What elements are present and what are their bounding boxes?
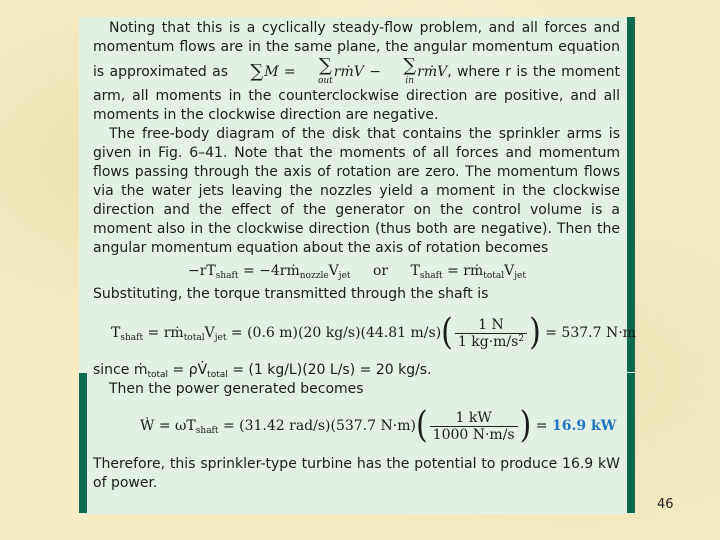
paragraph-text-continued: , where r is the moment arm, all moments in the counterclockwise direction are positive, and all moments in the clockwise direction are negative. [93, 64, 621, 123]
sum-in-label: in [405, 76, 415, 86]
equation-shaft-torque [93, 311, 636, 354]
sum-out-label: out [317, 76, 333, 86]
paragraph-text: Noting that this is a cyclically steady-flow problem, and all forces and momentum flows are in the same plane, the angular momentum equation is approximated as [93, 20, 620, 80]
since-eq-sub: total [207, 370, 228, 380]
sum-moments-symbol: ∑ [250, 61, 264, 82]
eq2-result: = 537.7 N·m [540, 325, 636, 341]
rmv-in-term: rṁV [417, 64, 448, 80]
eq1-lhs: −rT [188, 263, 216, 279]
paragraph-angular-momentum [93, 19, 620, 125]
eq3-frac-num: 1 kW [430, 410, 518, 427]
minus-sign: − [369, 64, 381, 80]
since-rest: = (1 kg/L)(20 L/s) = 20 kg/s. [227, 362, 432, 378]
eq1-mid2: V [328, 263, 339, 279]
eq1-rhs-sub: shaft [419, 271, 443, 281]
eq3-frac-den: 1000 N·m/s [432, 426, 515, 443]
eq2-lhs: T [111, 325, 121, 341]
equation-torque-balance [93, 260, 620, 282]
moment-symbol: M [264, 64, 279, 80]
eq3-lhs-sub: shaft [195, 426, 219, 436]
eq2-frac-den-text: 1 kg·m/s [457, 333, 519, 350]
eq3-equals: = [531, 418, 552, 434]
excerpt-content [93, 19, 636, 493]
eq2-mid: = rṁ [143, 325, 184, 341]
eq2-mid-sub: total [183, 333, 205, 343]
left-paren: ( [441, 311, 453, 354]
paragraph-conclusion: Therefore, this sprinkler-type turbine has the potential to produce 16.9 kW of power. [93, 456, 620, 491]
eq2-frac-num: 1 N [455, 317, 527, 334]
sum-in-symbol: ∑ in [387, 57, 416, 87]
since-eq: = ρV̇ [168, 362, 208, 378]
eq3-lhs: Ẇ = ωT [140, 418, 196, 434]
eq1-mid-sub: nozzle [299, 271, 329, 281]
eq1-rhs2: = rṁ [442, 263, 484, 279]
eq2-frac-den-sup: 2 [518, 333, 525, 344]
since-sub: total [147, 370, 169, 380]
eq3-result: 16.9 kW [551, 418, 617, 434]
rmv-out-term: rṁV [333, 64, 364, 80]
eq1-mid2-sub: jet [338, 271, 351, 281]
eq1-rhs3-sub: jet [514, 271, 526, 281]
eq1-lhs-sub: shaft [215, 271, 239, 281]
left-paren: ( [415, 404, 428, 447]
equals-sign: = [283, 64, 296, 80]
eq2-frac-den [455, 334, 527, 350]
right-paren: ) [519, 404, 532, 447]
right-paren: ) [529, 311, 541, 354]
paragraph-since [93, 361, 620, 380]
eq2-values: = (0.6 m)(20 kg/s)(44.81 m/s) [226, 325, 442, 341]
eq2-mid2-sub: jet [214, 333, 227, 343]
eq3-values: = (31.42 rad/s)(537.7 N·m) [218, 418, 416, 434]
page-number: 46 [657, 497, 674, 512]
paragraph-substituting: Substituting, the torque transmitted through the shaft is [93, 286, 489, 302]
eq1-rhs: T [410, 263, 420, 279]
eq2-mid2: V [204, 325, 215, 341]
panel-accent-bar-left [79, 373, 87, 513]
eq2-lhs-sub: shaft [120, 333, 144, 343]
eq1-rhs2-sub: total [483, 271, 505, 281]
since-text: since ṁ [93, 362, 148, 378]
paragraph-power: Then the power generated becomes [109, 381, 364, 397]
panel-accent-bar-bottom [627, 373, 635, 513]
eq1-or: or [372, 263, 389, 279]
eq2-conversion-fraction [455, 317, 527, 350]
sum-out-symbol: ∑ out [302, 57, 333, 87]
paragraph-free-body-diagram: The free-body diagram of the disk that contains the sprinkler arms is given in Fig. 6–41. Note that the moments of all forces and momentum flows passing through the axis of rotation are zero. The momentum flows via the water jets leaving the nozzles yield a moment in the clockwise direction and the effect of the generator on the control volume is a moment also in the clockwise direction (thus both are negative). Then the angular momentum equation about the axis of rotation becomes [93, 126, 620, 256]
equation-power [93, 405, 620, 447]
eq1-mid: = −4rṁ [238, 263, 300, 279]
eq1-rhs3: V [504, 263, 515, 279]
eq3-conversion-fraction [430, 410, 518, 443]
